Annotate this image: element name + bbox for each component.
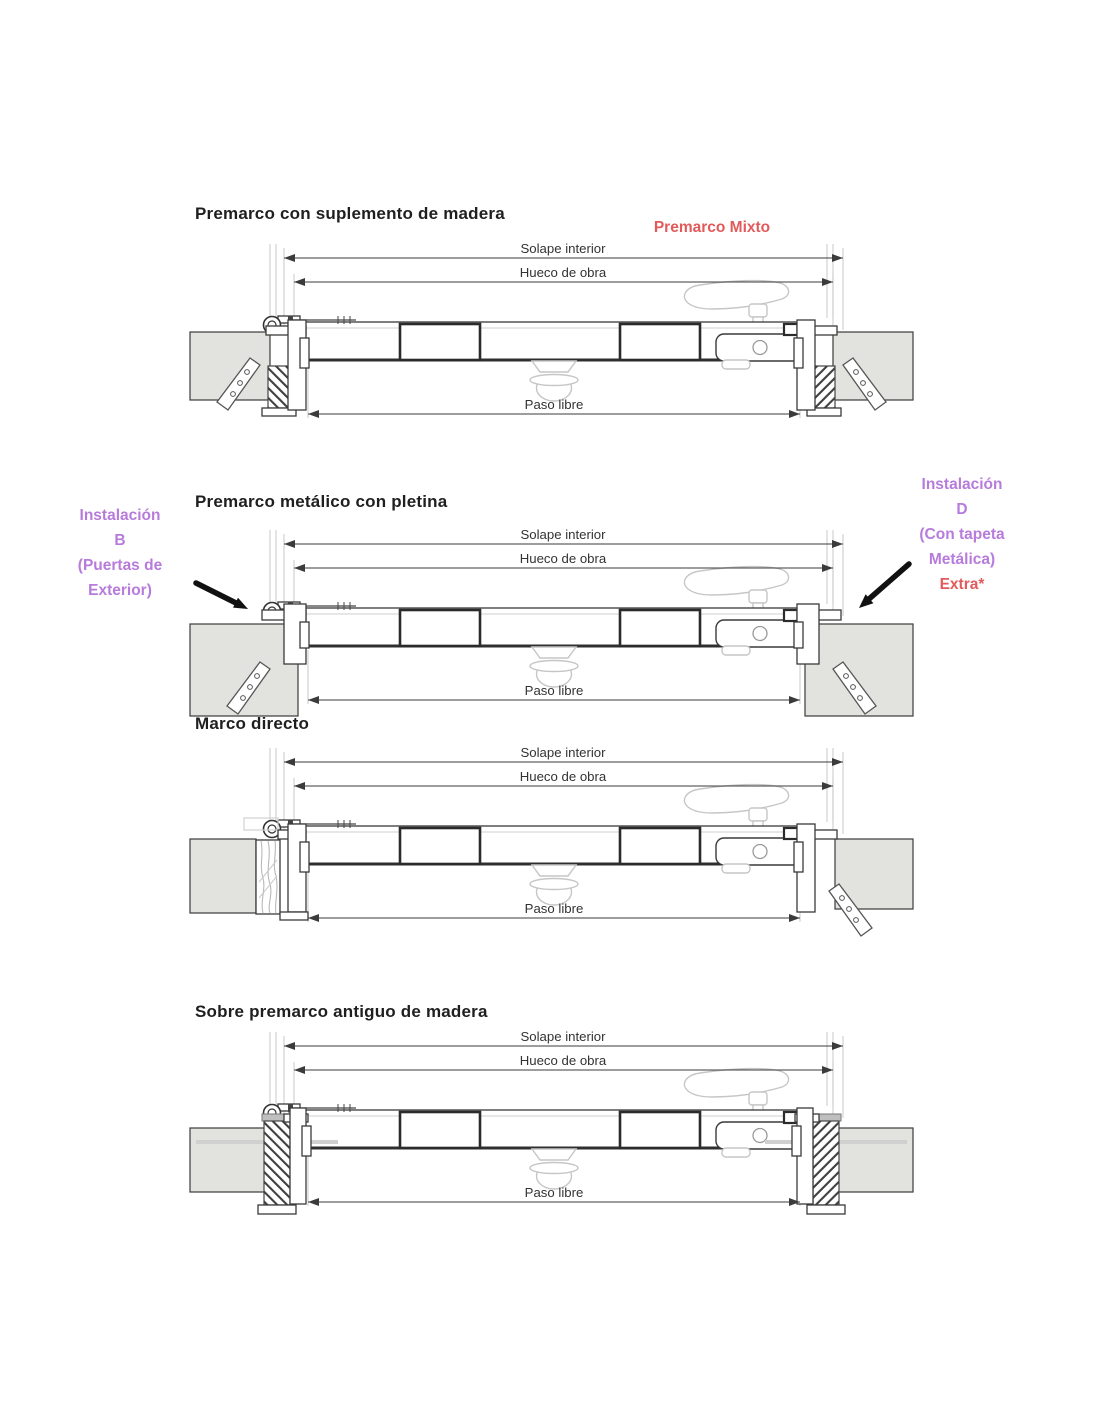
section-title-sobre-premarco-antiguo: Sobre premarco antiguo de madera [195, 1002, 488, 1021]
section-title-marco-directo: Marco directo [195, 714, 310, 733]
dim-hueco-label: Hueco de obra [519, 769, 607, 784]
dim-paso-label: Paso libre [524, 397, 584, 412]
note-line: Instalación [921, 476, 1003, 493]
dim-paso-label: Paso libre [524, 1185, 584, 1200]
dim-solape-label: Solape interior [520, 745, 606, 760]
door-assembly [264, 281, 806, 401]
door-assembly [264, 1069, 806, 1189]
note-line: (Con tapeta [919, 526, 1005, 543]
wall-right [794, 604, 913, 716]
wall-left [190, 818, 309, 920]
note-line: Instalación [79, 507, 161, 524]
dim-paso-label: Paso libre [524, 683, 584, 698]
dim-hueco-label: Hueco de obra [519, 551, 607, 566]
dim-hueco-label: Hueco de obra [519, 1053, 607, 1068]
wall-left [190, 604, 309, 716]
note-line: B [114, 532, 126, 549]
diagram-premarco-metalico [188, 526, 918, 724]
diagram-premarco-suplemento [188, 240, 918, 438]
note-extra: Extra* [939, 576, 985, 593]
wall-left [190, 320, 309, 416]
door-assembly [264, 567, 806, 687]
wall-right [794, 320, 913, 416]
note-line: Exterior) [88, 582, 152, 599]
wall-right [794, 824, 913, 936]
door-assembly [264, 785, 806, 905]
dim-solape-label: Solape interior [520, 527, 606, 542]
diagram-marco-directo [188, 744, 918, 942]
dim-hueco-label: Hueco de obra [519, 265, 607, 280]
section-title-premarco-metalico: Premarco metálico con pletina [195, 492, 448, 511]
premarco-mixto-badge: Premarco Mixto [653, 219, 771, 236]
diagram-sobre-premarco-antiguo [188, 1028, 918, 1226]
note-line: Metálica) [928, 551, 996, 568]
section-title-premarco-suplemento: Premarco con suplemento de madera [195, 204, 505, 223]
dim-solape-label: Solape interior [520, 241, 606, 256]
dim-solape-label: Solape interior [520, 1029, 606, 1044]
note-instalacion-b [30, 503, 210, 603]
dim-paso-label: Paso libre [524, 901, 584, 916]
note-line: D [956, 501, 968, 518]
note-line: (Puertas de [77, 557, 163, 574]
